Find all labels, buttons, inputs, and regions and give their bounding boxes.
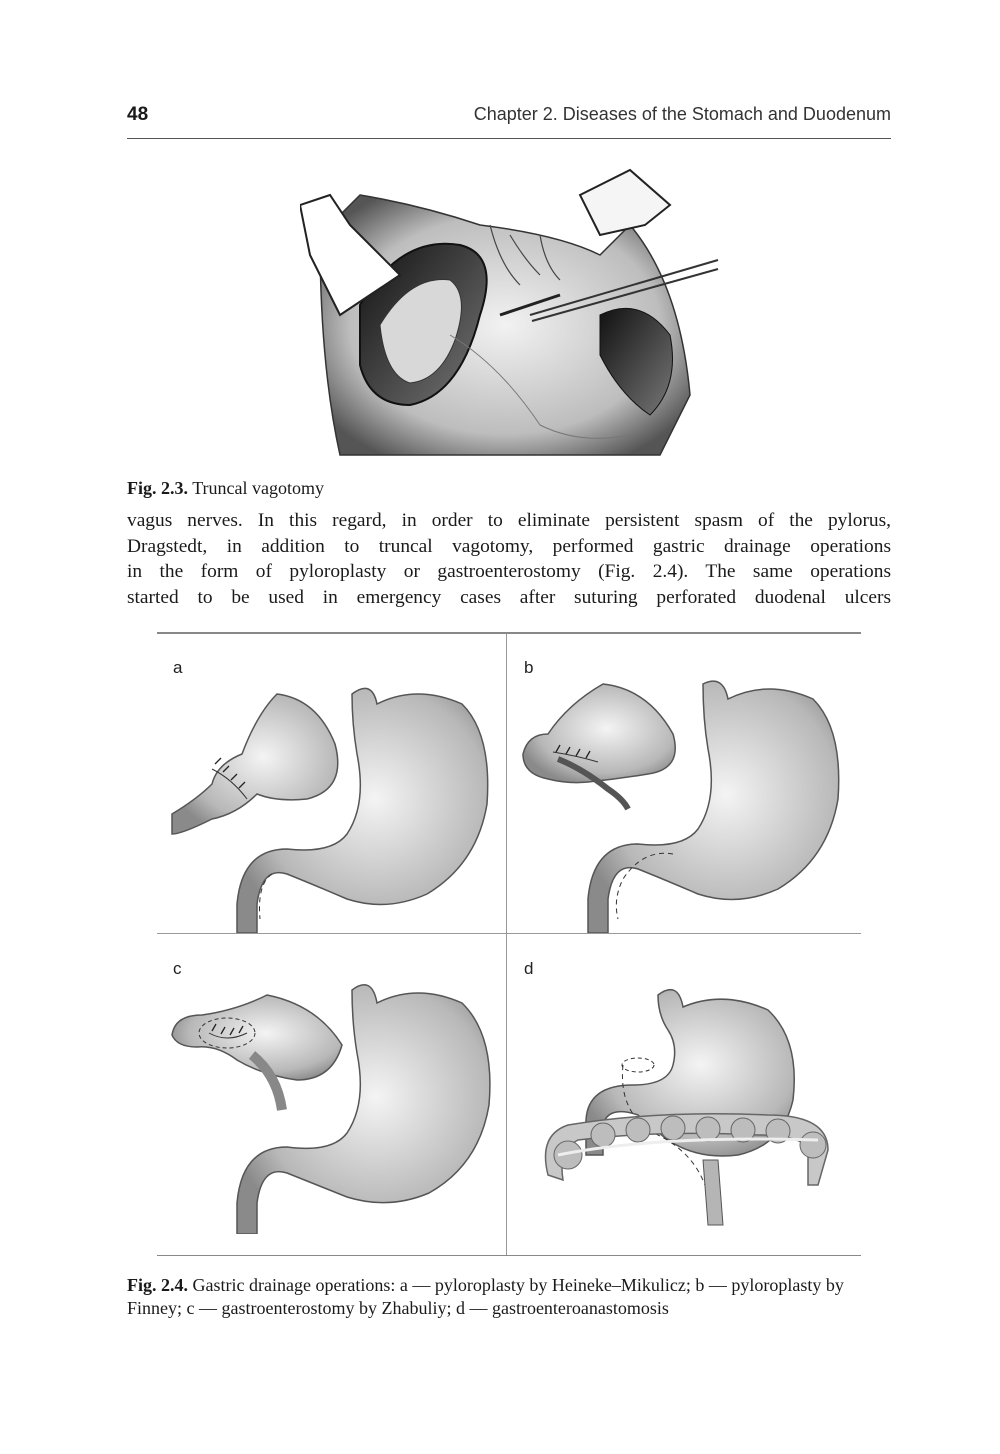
stomach-gastroenteroanastomosis-illustration [508,935,857,1234]
page-number: 48 [127,104,149,125]
figure-2-3-caption [127,478,324,499]
figure-2-3-caption-text: Truncal vagotomy [192,478,325,498]
body-line: Dragstedt, in addition to truncal vagotomy, performed gastric drainage operations [127,535,891,557]
panel-d [508,935,857,1234]
stomach-pyloroplasty-finney-illustration [508,634,857,933]
figure-2-4-caption [127,1274,891,1320]
panel-a [157,634,506,933]
truncal-vagotomy-illustration [300,165,720,465]
body-line: in the form of pyloroplasty or gastroenterostomy (Fig. 2.4). The same operations [127,561,891,582]
panel-label: d [524,959,534,978]
running-header [127,104,891,134]
body-line: vagus nerves. In this regard, in order to eliminate persistent spasm of the pylorus, [127,510,891,531]
chapter-title: Chapter 2. Diseases of the Stomach and Duodenum [473,104,891,124]
header-rule [127,138,891,139]
figure-mid-rule [157,933,861,934]
body-paragraph [127,508,891,610]
figure-2-4-caption-text: Gastric drainage operations: a — pyloroplasty by Heineke–Mikulicz; b — pyloroplasty by Finney; c — gastroenterostomy by Zhabuliy; d — gastroenteroanastomosis [127,1275,844,1318]
panel-label: b [524,658,534,677]
body-line: started to be used in emergency cases after suturing perforated duodenal ulcers [127,586,891,608]
stomach-gastroenterostomy-illustration [157,935,506,1234]
stomach-pyloroplasty-heineke-illustration [157,634,506,933]
figure-vertical-rule [506,634,507,1255]
figure-2-4-label: Fig. 2.4. [127,1275,188,1295]
figure-2-3-label: Fig. 2.3. [127,478,188,498]
panel-b [508,634,857,933]
figure-bottom-rule [157,1255,861,1256]
panel-label: a [173,658,183,677]
panel-c [157,935,506,1234]
figure-2-4 [157,632,861,1256]
panel-label: c [173,959,182,978]
